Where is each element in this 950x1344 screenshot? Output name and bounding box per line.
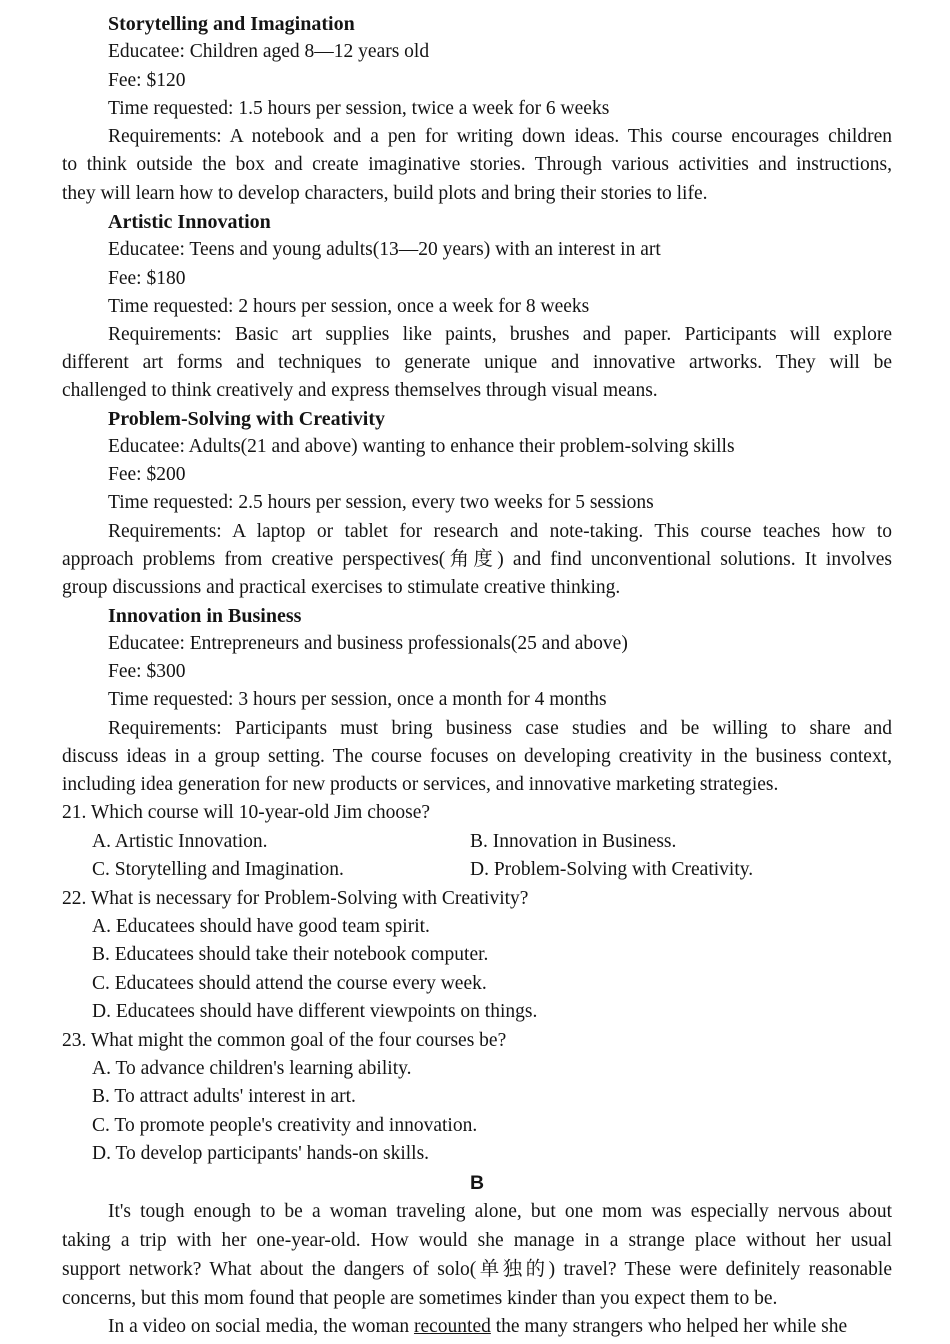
course-requirements: challenged to think creatively and express themselves through visual means. xyxy=(62,380,658,401)
answer-option: D. Problem-Solving with Creativity. xyxy=(470,859,754,880)
answer-option: B. Innovation in Business. xyxy=(470,831,677,852)
course-educatee: Educatee: Teens and young adults(13—20 years) with an interest in art xyxy=(108,239,661,260)
answer-option: C. To promote people's creativity and innovation. xyxy=(92,1115,478,1136)
course-time: Time requested: 3 hours per session, once a month for 4 months xyxy=(108,689,607,710)
passage-line: It's tough enough to be a woman traveling alone, but one mom was especially nervous about xyxy=(108,1201,892,1222)
course-educatee: Educatee: Children aged 8—12 years old xyxy=(108,41,430,62)
course-title: Innovation in Business xyxy=(108,605,302,627)
course-fee: Fee: $180 xyxy=(108,268,186,289)
answer-option: A. To advance children's learning ability. xyxy=(92,1058,412,1079)
course-requirements: Requirements: Participants must bring business case studies and be willing to share and xyxy=(108,718,892,739)
course-requirements: different art forms and techniques to generate unique and innovative artworks. They will be xyxy=(62,352,892,373)
answer-option: B. Educatees should take their notebook computer. xyxy=(92,944,489,965)
course-fee: Fee: $200 xyxy=(108,464,186,485)
course-educatee: Educatee: Entrepreneurs and business professionals(25 and above) xyxy=(108,633,628,654)
answer-option: D. Educatees should have different viewpoints on things. xyxy=(92,1001,538,1022)
answer-option: C. Storytelling and Imagination. xyxy=(92,859,344,880)
course-fee: Fee: $120 xyxy=(108,70,186,91)
passage-line: concerns, but this mom found that people are sometimes kinder than you expect them to be. xyxy=(62,1288,778,1309)
course-time: Time requested: 2 hours per session, once a week for 8 weeks xyxy=(108,296,590,317)
course-requirements: approach problems from creative perspectives(角度) and find unconventional solutions. It involves xyxy=(62,549,892,570)
passage-text: In a video on social media, the woman xyxy=(108,1316,414,1337)
course-educatee: Educatee: Adults(21 and above) wanting to enhance their problem-solving skills xyxy=(108,436,735,457)
answer-option: B. To attract adults' interest in art. xyxy=(92,1086,356,1107)
course-requirements: to think outside the box and create imaginative stories. Through various activities and instructions, xyxy=(62,154,892,175)
section-heading: B xyxy=(469,1172,485,1194)
passage-text: the many strangers who helped her while she xyxy=(490,1316,848,1337)
passage-line: support network? What about the dangers of solo(单独的) travel? These were definitely reasonable xyxy=(62,1259,892,1280)
passage-line: taking a trip with her one-year-old. How would she manage in a strange place without her usual xyxy=(62,1230,892,1251)
course-fee: Fee: $300 xyxy=(108,661,186,682)
underlined-word: recounted xyxy=(413,1316,491,1337)
course-requirements: Requirements: A notebook and a pen for writing down ideas. This course encourages children xyxy=(108,126,892,147)
course-requirements: discuss ideas in a group setting. The course focuses on developing creativity in the business context, xyxy=(62,746,892,767)
course-requirements: Requirements: A laptop or tablet for research and note-taking. This course teaches how to xyxy=(108,521,892,542)
course-time: Time requested: 1.5 hours per session, twice a week for 6 weeks xyxy=(108,98,610,119)
answer-option: C. Educatees should attend the course every week. xyxy=(92,973,487,994)
course-requirements: group discussions and practical exercises to stimulate creative thinking. xyxy=(62,577,621,598)
course-time: Time requested: 2.5 hours per session, every two weeks for 5 sessions xyxy=(108,492,654,513)
question-stem: 23. What might the common goal of the four courses be? xyxy=(62,1030,507,1051)
course-title: Storytelling and Imagination xyxy=(108,13,355,35)
course-requirements: including idea generation for new products or services, and innovative marketing strategies. xyxy=(62,774,779,795)
answer-option: D. To develop participants' hands-on skills. xyxy=(92,1143,430,1164)
question-stem: 22. What is necessary for Problem-Solving with Creativity? xyxy=(62,888,529,909)
question-stem: 21. Which course will 10-year-old Jim choose? xyxy=(62,802,431,823)
course-title: Problem-Solving with Creativity xyxy=(108,408,386,430)
course-title: Artistic Innovation xyxy=(108,211,271,233)
course-requirements: Requirements: Basic art supplies like paints, brushes and paper. Participants will explore xyxy=(108,324,892,345)
passage-line xyxy=(108,1313,847,1341)
course-requirements: they will learn how to develop characters, build plots and bring their stories to life. xyxy=(62,183,708,204)
answer-option: A. Educatees should have good team spirit. xyxy=(92,916,430,937)
answer-option: A. Artistic Innovation. xyxy=(92,831,268,852)
